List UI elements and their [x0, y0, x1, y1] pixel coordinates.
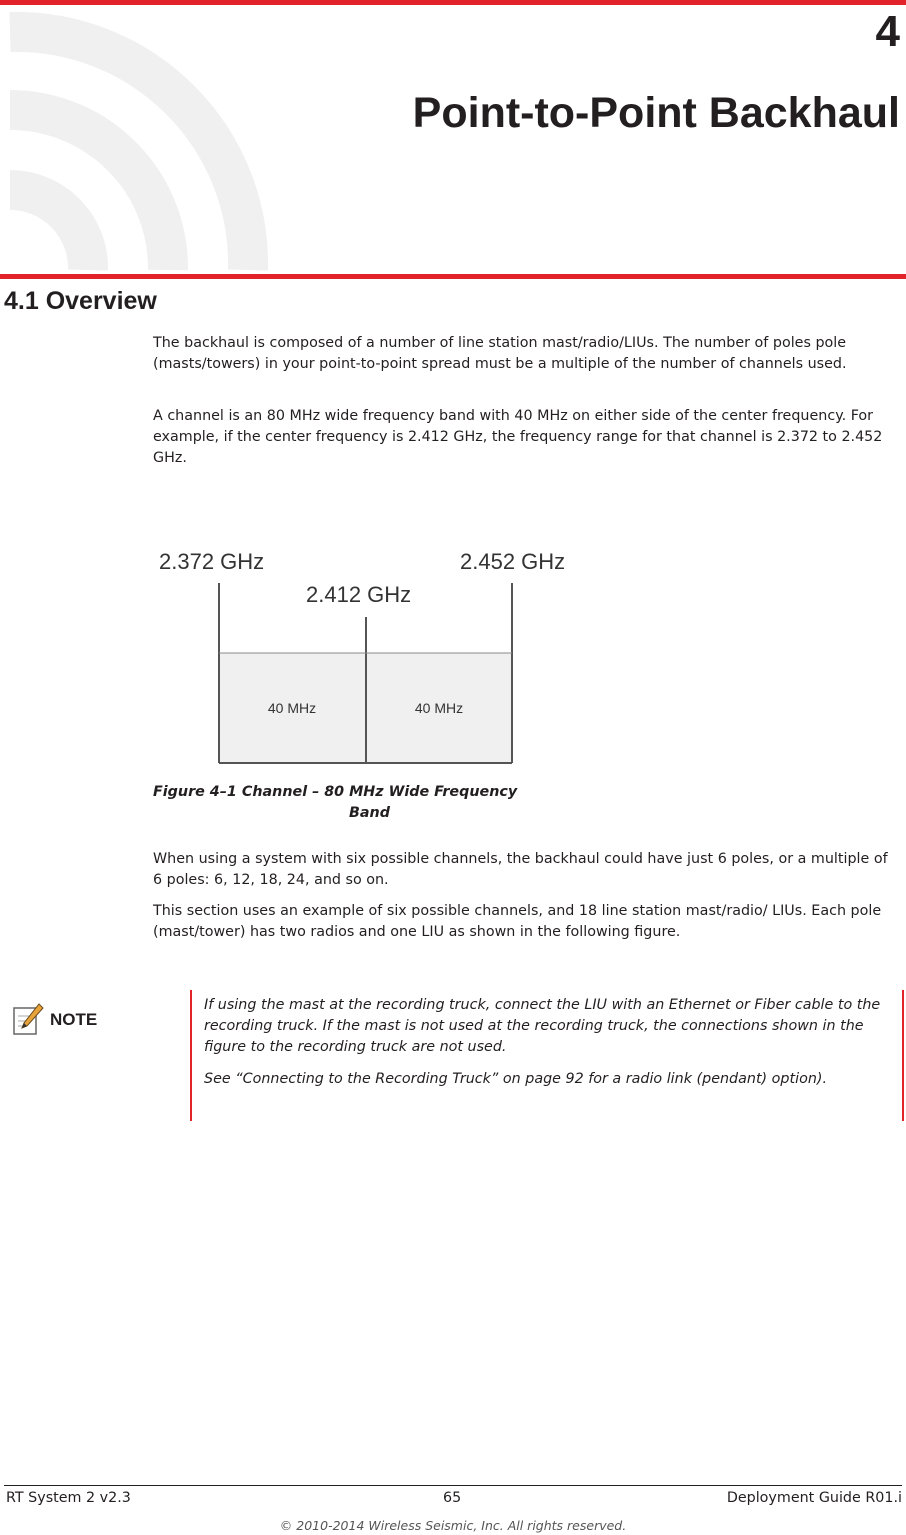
note-label: NOTE: [50, 1010, 98, 1029]
chapter-number: 4: [875, 7, 900, 56]
footer-guide-version: Deployment Guide R01.i: [726, 1490, 902, 1506]
chapter-title: Point-to-Point Backhaul: [412, 89, 900, 137]
pencil-note-icon: [12, 1002, 44, 1036]
footer-page-number: 65: [443, 1490, 462, 1506]
note-text-2: See “Connecting to the Recording Truck” on page 92 for a radio link (pendant) option).: [204, 1071, 828, 1087]
footer-copyright: © 2010-2014 Wireless Seismic, Inc. All rights reserved.: [279, 1518, 627, 1533]
footer-doc-title: RT System 2 v2.3: [6, 1490, 131, 1506]
section-title: 4.1 Overview: [4, 287, 157, 315]
left-band-label: 40 MHz: [267, 700, 317, 716]
paragraph-1: The backhaul is composed of a number of line station mast/radio/LIUs. The number of poles pole (masts/towers) in your point-to-point spread must be a multiple of the number of channels used.: [153, 335, 847, 372]
channel-band-figure: [150, 535, 600, 770]
right-band-label: 40 MHz: [414, 700, 464, 716]
paragraph-3: When using a system with six possible channels, the backhaul could have just 6 poles, or a multiple of 6 poles: 6, 12, 18, 24, and so on.: [153, 851, 888, 888]
note-left-rule: [190, 990, 192, 1121]
note-right-rule: [902, 990, 904, 1121]
paragraph-2: A channel is an 80 MHz wide frequency band with 40 MHz on either side of the center frequency. For example, if the center frequency is 2.412 GHz, the frequency range for that channel is 2.372 to 2.452 GHz.: [153, 408, 883, 466]
figure-caption: [153, 782, 593, 824]
low-frequency-label: 2.372 GHz: [159, 549, 265, 574]
header-rule: [0, 274, 906, 279]
high-frequency-label: 2.452 GHz: [460, 549, 566, 574]
figure-caption-line2: Band: [349, 805, 390, 821]
footer-rule: [4, 1485, 902, 1486]
note-text-1: If using the mast at the recording truck, connect the LIU with an Ethernet or Fiber cable to the recording truck. If the mast is not used at the recording truck, the connections shown in the figure to the recording truck are not used.: [204, 997, 881, 1055]
paragraph-4: This section uses an example of six possible channels, and 18 line station mast/radio/ LIUs. Each pole (mast/tower) has two radios and one LIU as shown in the following figure.: [153, 903, 882, 940]
figure-caption-line1: Figure 4–1 Channel – 80 MHz Wide Frequency: [153, 784, 518, 800]
wireless-signal-icon: [0, 0, 280, 275]
center-frequency-label: 2.412 GHz: [306, 582, 412, 607]
